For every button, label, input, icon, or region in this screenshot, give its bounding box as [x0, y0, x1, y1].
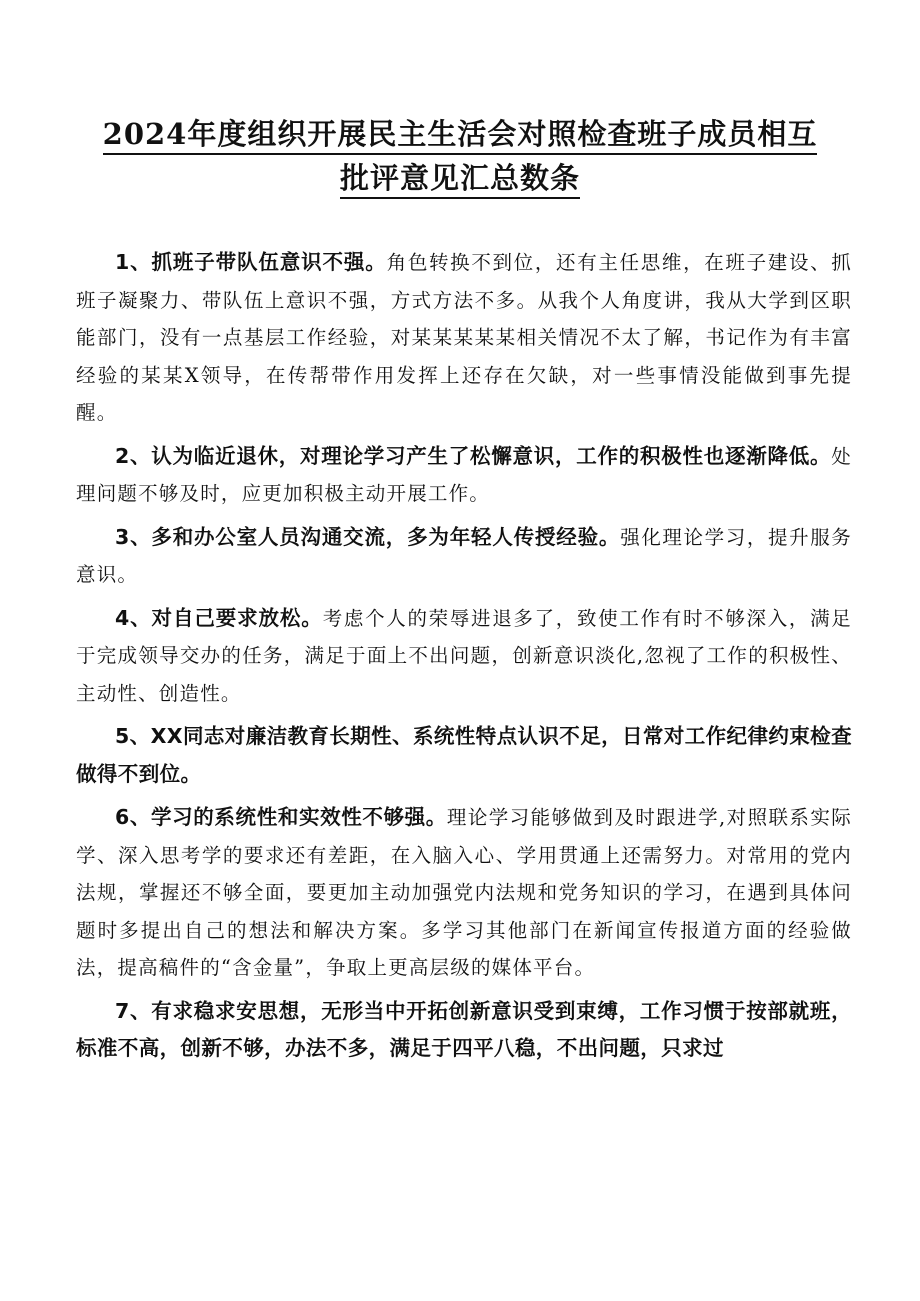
paragraph-item-2	[76, 438, 852, 513]
paragraph-item-5	[76, 718, 852, 793]
item-heading: 5、XX同志对廉洁教育长期性、系统性特点认识不足，日常对工作纪律约束检查做得不到位。	[76, 724, 852, 786]
paragraph-item-4	[76, 600, 852, 713]
item-heading: 3、多和办公室人员沟通交流，多为年轻人传授经验。	[115, 524, 621, 549]
title-line-2: 批评意见汇总数条	[340, 161, 580, 199]
paragraph-item-3	[76, 519, 852, 594]
item-text: 处理问题不够及时，应更加积极主动开展工作。	[76, 444, 852, 505]
paragraph-item-7	[76, 993, 852, 1068]
item-heading: 7、有求稳求安思想，无形当中开拓创新意识受到束缚，工作习惯于按部就班，标准不高，创新不够，办法不多，满足于四平八稳，不出问题，只求过	[76, 998, 852, 1060]
document-title	[60, 112, 860, 200]
paragraph-item-1	[76, 244, 852, 432]
item-text: 理论学习能够做到及时跟进学,对照联系实际学、深入思考学的要求还有差距，在入脑入心、学用贯通上还需努力。对常用的党内法规，掌握还不够全面，要更加主动加强党内法规和党务知识的学习，在遇到具体问题时多提出自己的想法和解决方案。多学习其他部门在新闻宣传报道方面的经验做法，提高稿件的“含金量”，争取上更高层级的媒体平台。	[76, 806, 853, 979]
document-body	[76, 244, 852, 1074]
paragraph-item-6	[76, 799, 852, 987]
title-line-1: 2024年度组织开展民主生活会对照检查班子成员相互	[103, 117, 818, 155]
item-heading: 4、对自己要求放松。	[115, 605, 323, 630]
item-text: 考虑个人的荣辱进退多了，致使工作有时不够深入，满足于完成领导交办的任务，满足于面上不出问题，创新意识淡化,忽视了工作的积极性、主动性、创造性。	[76, 606, 852, 705]
item-text: 强化理论学习，提升服务意识。	[76, 525, 852, 586]
item-text: 角色转换不到位，还有主任思维，在班子建设、抓班子凝聚力、带队伍上意识不强，方式方法不多。从我个人角度讲，我从大学到区职能部门，没有一点基层工作经验，对某某某某某相关情况不太了解，书记作为有丰富经验的某某X领导，在传帮带作用发挥上还存在欠缺，对一些事情没能做到事先提醒。	[76, 251, 853, 424]
item-heading: 2、认为临近退休，对理论学习产生了松懈意识，工作的积极性也逐渐降低。	[115, 443, 832, 468]
item-heading: 6、学习的系统性和实效性不够强。	[115, 805, 447, 829]
item-heading: 1、抓班子带队伍意识不强。	[115, 250, 387, 274]
